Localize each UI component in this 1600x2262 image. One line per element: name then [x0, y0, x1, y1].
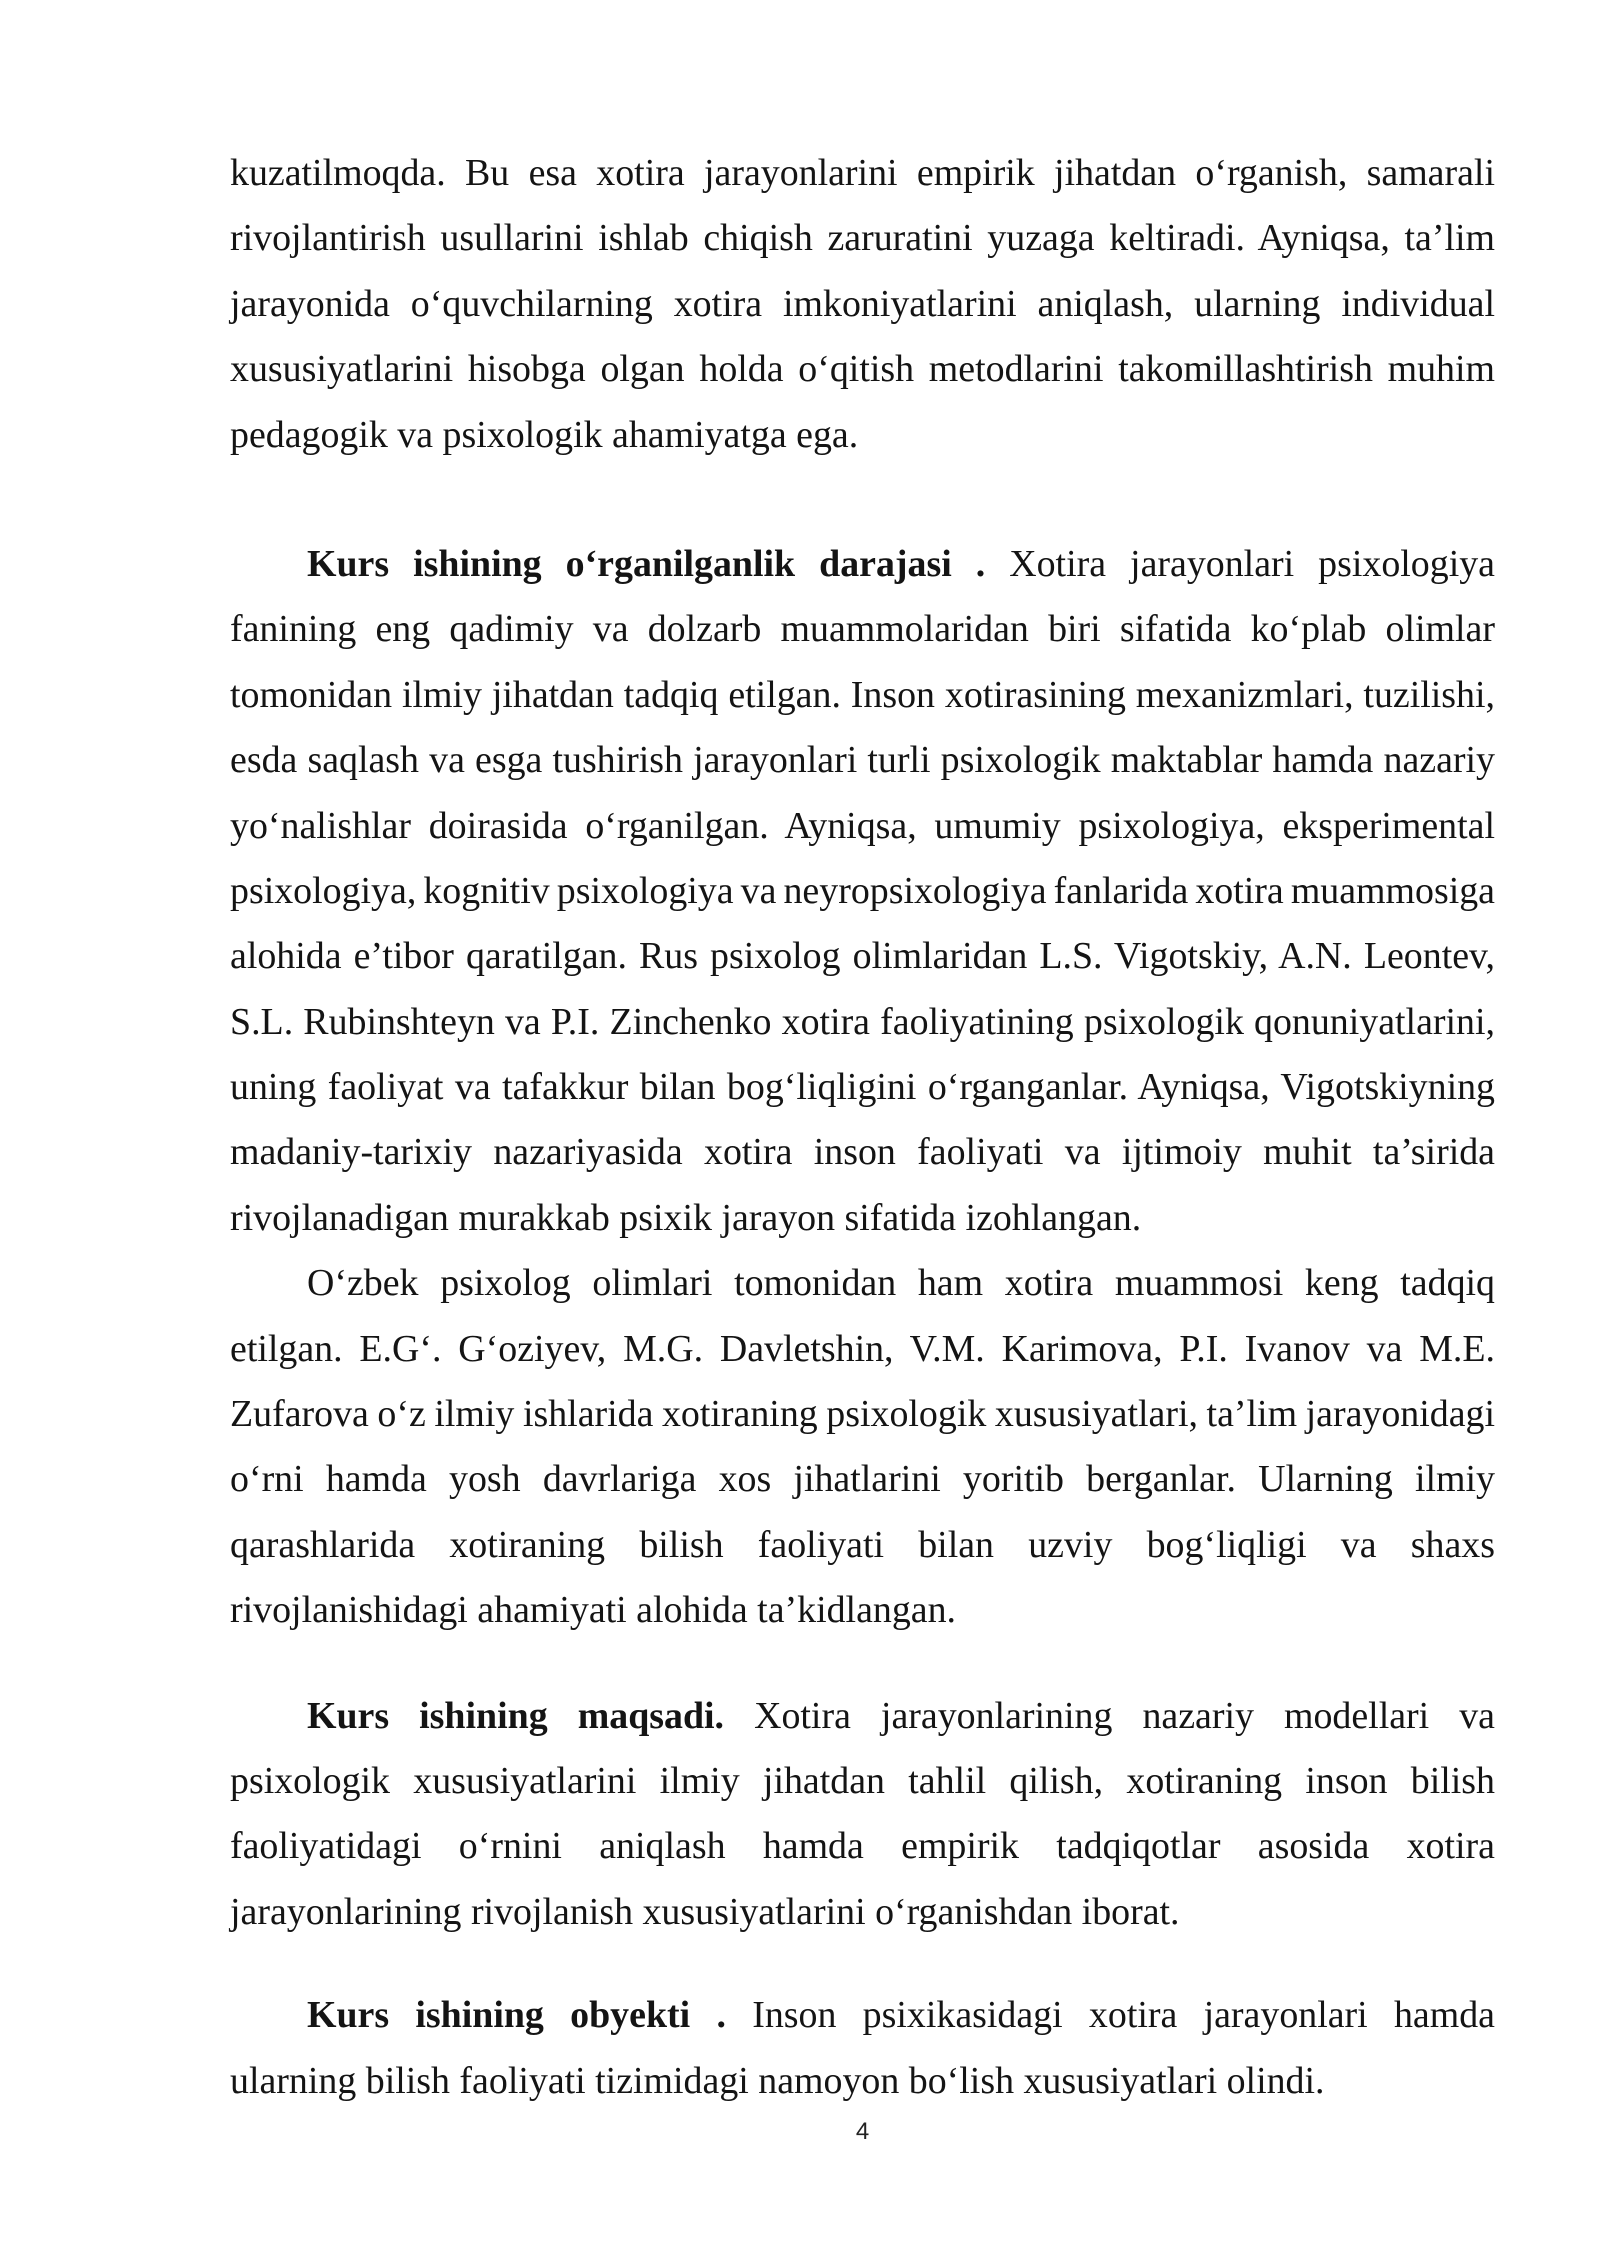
text-line [230, 990, 1495, 1055]
text-line [230, 1447, 1495, 1512]
text-line [230, 1749, 1495, 1814]
text-line [230, 1186, 1495, 1251]
text-line-content [307, 1695, 1495, 1737]
text-line [230, 1317, 1495, 1382]
section-heading: Kurs ishining o‘rganilganlik darajasi . [307, 542, 986, 585]
text-run: Xotira jarayonlarining nazariy modellari va [754, 1694, 1495, 1737]
text-line-content: qarashlarida xotiraning bilish faoliyati bilan uzviy bog‘liqligi va shaxs [230, 1523, 1495, 1566]
text-line-content: yo‘nalishlar doirasida o‘rganilgan. Ayniqsa, umumiy psixologiya, eksperimental [230, 804, 1495, 847]
text-line [230, 1382, 1495, 1447]
text-line-content [307, 543, 1495, 585]
text-line-content: kuzatilmoqda. Bu esa xotira jarayonlarini empirik jihatdan o‘rganish, samarali [230, 152, 1495, 194]
text-line [230, 206, 1495, 271]
text-line [230, 1814, 1495, 1879]
section-heading: Kurs ishining obyekti . [307, 1994, 726, 2037]
text-line [230, 728, 1495, 793]
text-line-content: psixologik xususiyatlarini ilmiy jihatdan tahlil qilish, xotiraning inson bilish [230, 1759, 1495, 1802]
text-line [230, 1880, 1495, 1945]
text-line-content: S.L. Rubinshteyn va P.I. Zinchenko xotira faoliyatining psixologik qonuniyatlarini, [230, 1000, 1495, 1043]
text-line-content: madaniy-tarixiy nazariyasida xotira inson faoliyati va ijtimoiy muhit ta’sirida [230, 1131, 1495, 1174]
text-line-content: esda saqlash va esga tushirish jarayonlari turli psixologik maktablar hamda nazariy [230, 739, 1495, 782]
text-line-content: ularning bilish faoliyati tizimidagi namoyon bo‘lish xususiyatlari olindi. [230, 2059, 1325, 2102]
text-line-content: pedagogik va psixologik ahamiyatga ega. [230, 413, 859, 456]
text-line-content: rivojlanadigan murakkab psixik jarayon sifatida izohlangan. [230, 1196, 1142, 1239]
text-line-content: tomonidan ilmiy jihatdan tadqiq etilgan. Inson xotirasining mexanizmlari, tuzilishi, [230, 673, 1495, 716]
text-line [230, 532, 1495, 597]
paragraph-uzbek-scholars [230, 1251, 1495, 1643]
text-line-content [307, 1994, 1495, 2036]
text-line [230, 1120, 1495, 1185]
text-line-content: alohida e’tibor qaratilgan. Rus psixolog olimlaridan L.S. Vigotskiy, A.N. Leontev, [230, 935, 1495, 978]
text-line [230, 794, 1495, 859]
text-line-content: fanining eng qadimiy va dolzarb muammolaridan biri sifatida ko‘plab olimlar [230, 608, 1495, 651]
text-line [230, 1578, 1495, 1643]
text-line-content: rivojlanishidagi ahamiyati alohida ta’kidlangan. [230, 1589, 957, 1632]
text-line-content: xususiyatlarini hisobga olgan holda o‘qitish metodlarini takomillashtirish muhim [230, 348, 1495, 391]
text-line [230, 1684, 1495, 1749]
paragraph-research-level [230, 532, 1495, 1251]
text-line [230, 272, 1495, 337]
paragraph-course-goal [230, 1684, 1495, 1946]
text-line [230, 337, 1495, 402]
text-line [230, 663, 1495, 728]
text-line [230, 597, 1495, 662]
text-line-content: o‘rni hamda yosh davrlariga xos jihatlarini yoritib berganlar. Ularning ilmiy [230, 1458, 1495, 1501]
text-line-content: psixologiya, kognitiv psixologiya va neyropsixologiya fanlarida xotira muammosiga [230, 869, 1495, 912]
text-line [230, 141, 1495, 206]
text-line [230, 1513, 1495, 1578]
text-line [230, 1055, 1495, 1120]
document-body [230, 141, 1495, 2114]
text-run: Inson psixikasidagi xotira jarayonlari hamda [752, 1994, 1495, 2037]
text-run: Xotira jarayonlari psixologiya [1009, 542, 1495, 585]
text-line [230, 1251, 1495, 1316]
text-line-content: jarayonida o‘quvchilarning xotira imkoniyatlarini aniqlash, ularning individual [230, 282, 1495, 325]
page-number: 4 [855, 2118, 870, 2145]
text-line [230, 924, 1495, 989]
text-line [230, 403, 1495, 468]
text-line-content: faoliyatidagi o‘rnini aniqlash hamda empirik tadqiqotlar asosida xotira [230, 1825, 1495, 1868]
text-line [230, 1983, 1495, 2048]
text-line-content: Zufarova o‘z ilmiy ishlarida xotiraning psixologik xususiyatlari, ta’lim jarayonidagi [230, 1393, 1495, 1436]
paragraph-continuation [230, 141, 1495, 468]
text-line-content: rivojlantirish usullarini ishlab chiqish zaruratini yuzaga keltiradi. Ayniqsa, ta’lim [230, 217, 1495, 260]
paragraph-course-object [230, 1983, 1495, 2114]
text-line-content: etilgan. E.G‘. G‘oziyev, M.G. Davletshin, V.M. Karimova, P.I. Ivanov va M.E. [230, 1327, 1495, 1370]
section-heading: Kurs ishining maqsadi. [307, 1694, 725, 1737]
text-line [230, 2049, 1495, 2114]
text-line-content: jarayonlarining rivojlanish xususiyatlarini o‘rganishdan iborat. [230, 1890, 1180, 1933]
text-line [230, 859, 1495, 924]
text-line-content: uning faoliyat va tafakkur bilan bog‘liqligini o‘rganganlar. Ayniqsa, Vigotskiyning [230, 1066, 1495, 1109]
text-line-content: O‘zbek psixolog olimlari tomonidan ham xotira muammosi keng tadqiq [307, 1262, 1495, 1305]
